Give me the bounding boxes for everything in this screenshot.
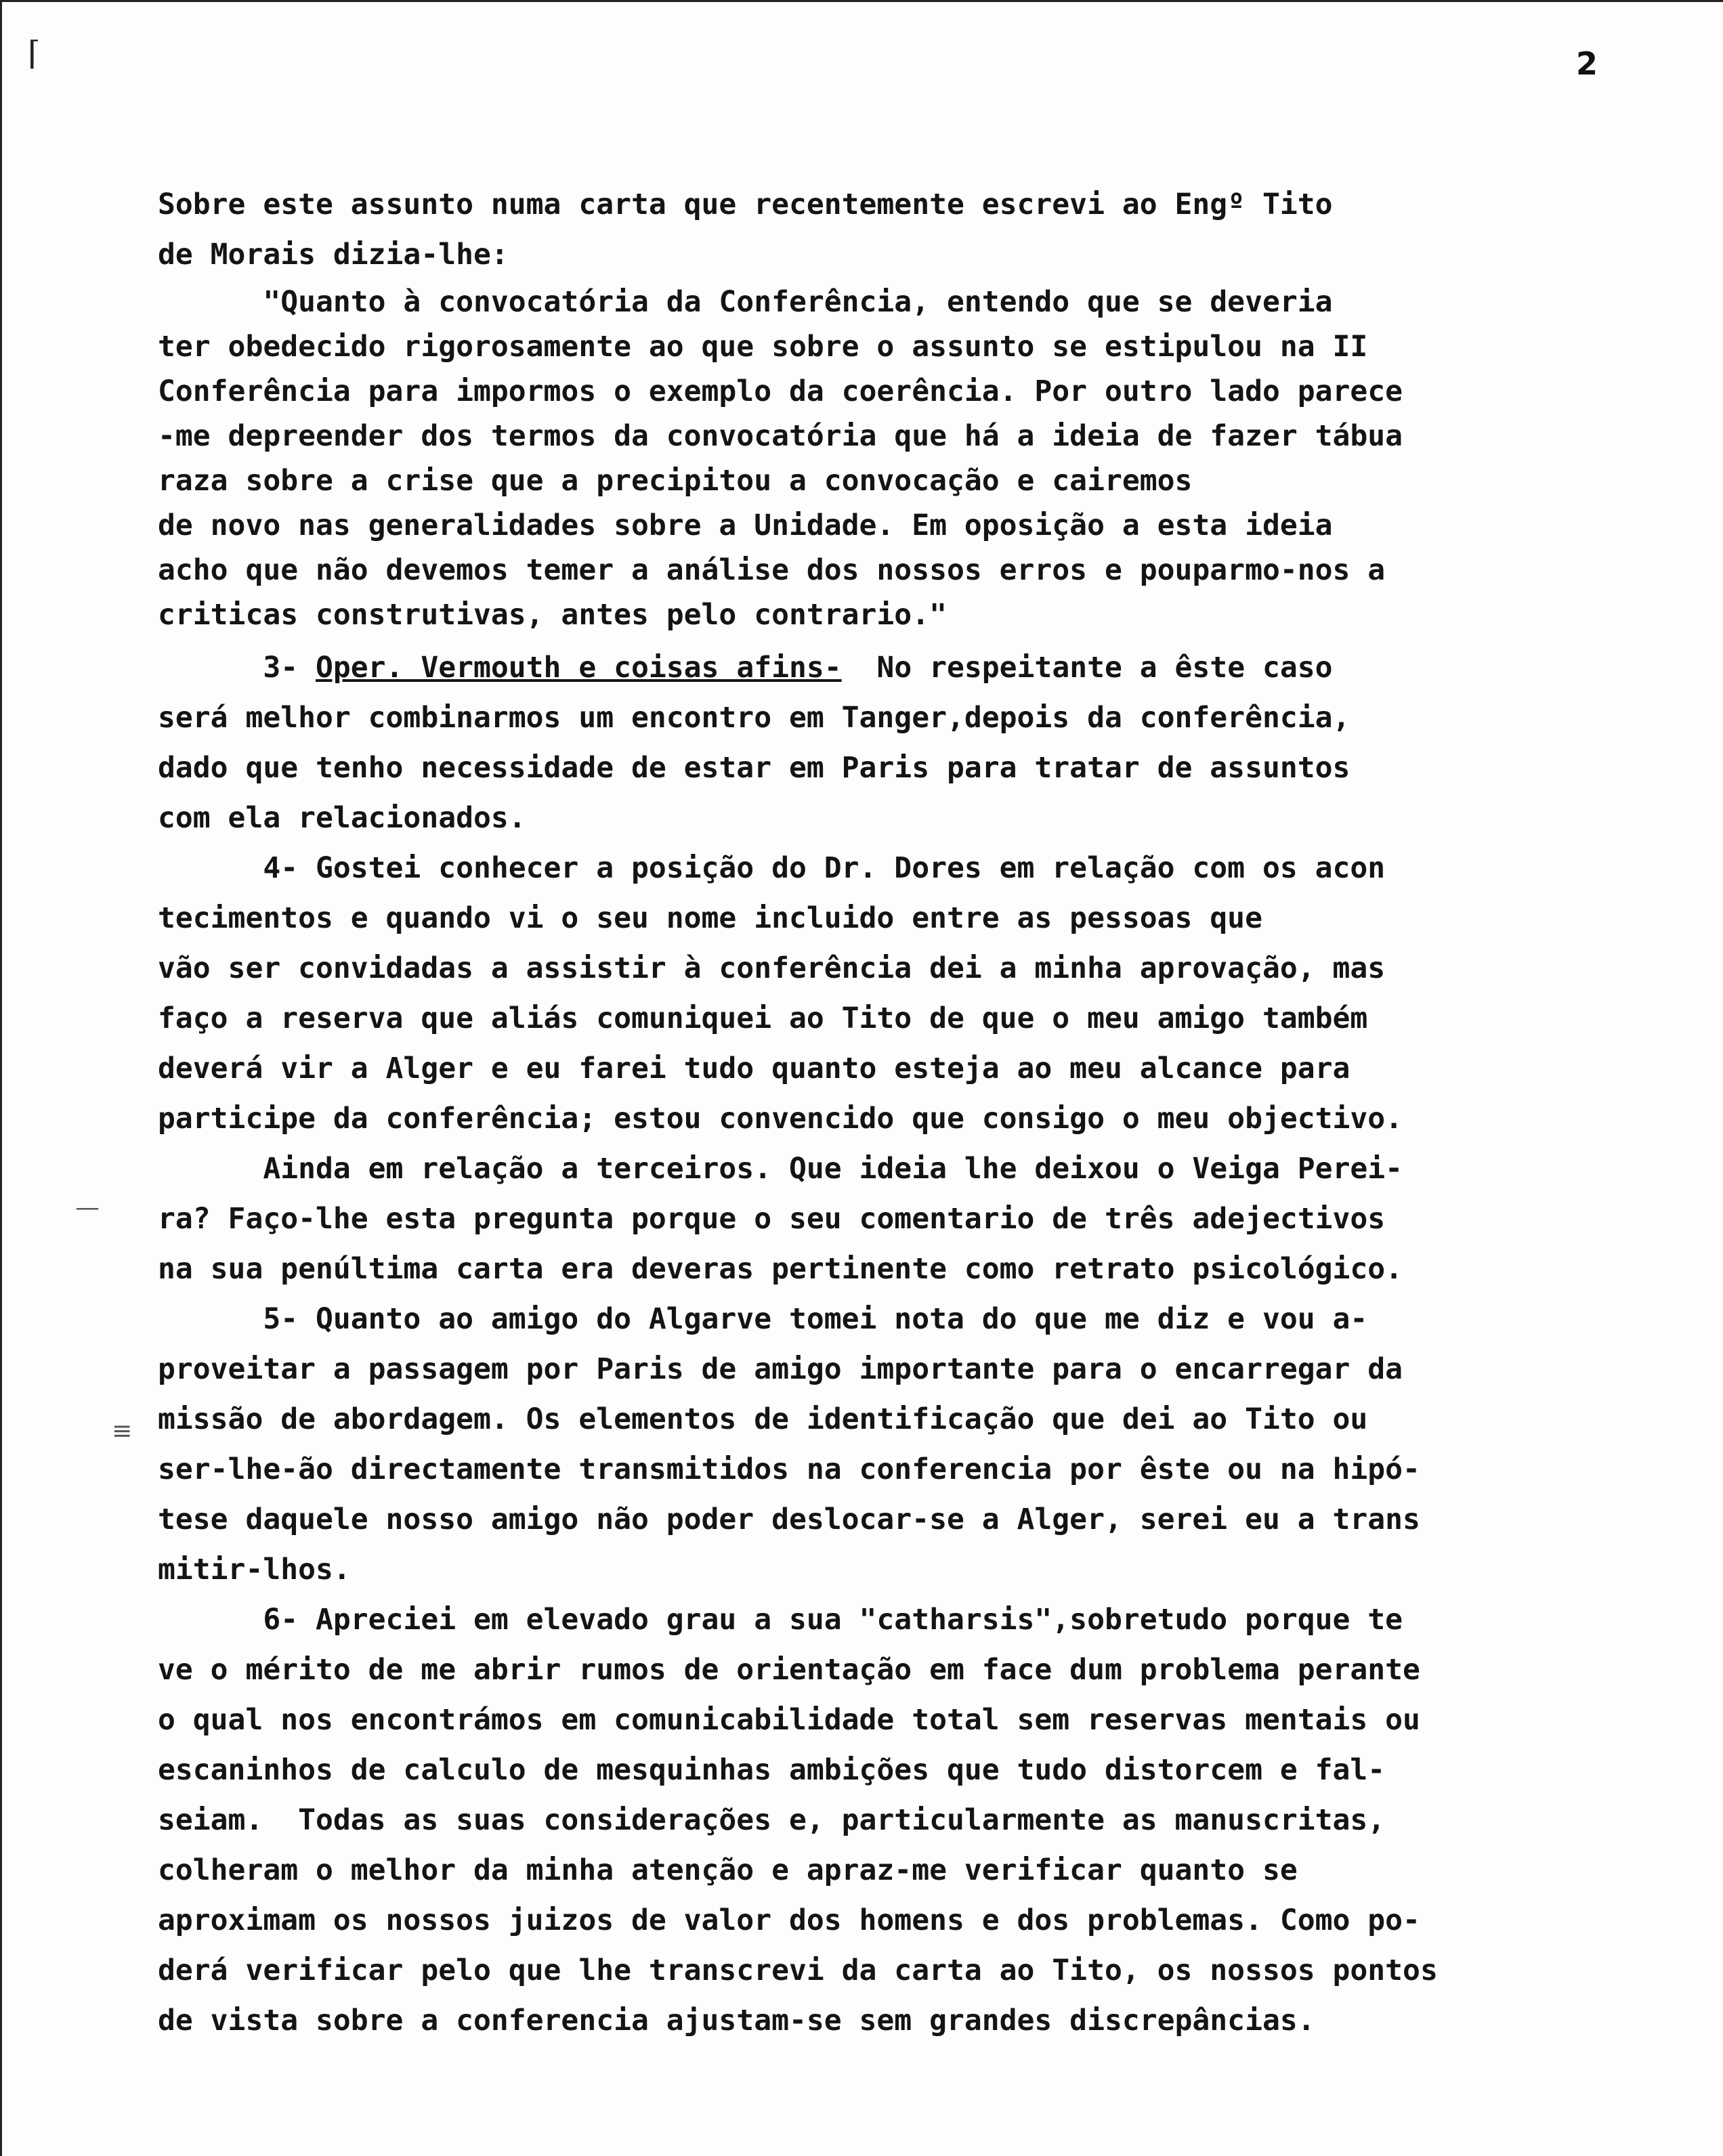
text-line: proveitar a passagem por Paris de amigo importante para o encarregar da [158, 1352, 1403, 1386]
letter-body [158, 179, 1648, 2046]
section-5 [158, 1294, 1648, 1595]
margin-dash-mark: — [75, 1194, 100, 1222]
corner-pen-mark: ⌈ [28, 35, 41, 72]
section-3 [158, 643, 1648, 843]
page-number: 2 [1576, 45, 1598, 82]
section-3-first-line [158, 643, 1648, 693]
text-line: 4- Gostei conhecer a posição do Dr. Dores em relação com os acon [158, 851, 1386, 885]
text-line: dado que tenho necessidade de estar em Paris para tratar de assuntos [158, 751, 1350, 785]
text-line: 6- Apreciei em elevado grau a sua "catharsis",sobretudo porque te [158, 1603, 1403, 1637]
text-line: de novo nas generalidades sobre a Unidade. Em oposição a esta ideia [158, 509, 1333, 542]
intro-paragraph [158, 179, 1648, 280]
text-line: o qual nos encontrámos em comunicabilidade total sem reservas mentais ou [158, 1703, 1420, 1737]
text-line: será melhor combinarmos um encontro em Tanger,depois da conferência, [158, 701, 1350, 735]
text-line: vão ser convidadas a assistir à conferência dei a minha aprovação, mas [158, 951, 1386, 985]
text-line: participe da conferência; estou convencido que consigo o meu objectivo. [158, 1102, 1403, 1136]
text-line: Ainda em relação a terceiros. Que ideia lhe deixou o Veiga Perei- [158, 1152, 1403, 1186]
section-6 [158, 1595, 1648, 2046]
text-line: raza sobre a crise que a precipitou a convocação e cairemos [158, 464, 1193, 498]
text-line: na sua penúltima carta era deveras pertinente como retrato psicológico. [158, 1252, 1403, 1286]
text-line: deverá vir a Alger e eu farei tudo quanto esteja ao meu alcance para [158, 1052, 1350, 1085]
section-3-number: 3- [158, 651, 316, 685]
section-3-heading: Oper. Vermouth e coisas afins- [316, 651, 842, 685]
text-line: 5- Quanto ao amigo do Algarve tomei nota do que me diz e vou a- [158, 1302, 1368, 1336]
text-line: ter obedecido rigorosamente ao que sobre o assunto se estipulou na II [158, 330, 1368, 364]
section-3-first-text: No respeitante a êste caso [841, 651, 1333, 685]
quoted-letter-excerpt [158, 280, 1648, 637]
text-line: tese daquele nosso amigo não poder deslocar-se a Alger, serei eu a trans [158, 1503, 1420, 1536]
text-line: ra? Faço-lhe esta pregunta porque o seu comentario de três adejectivos [158, 1202, 1386, 1236]
text-line: seiam. Todas as suas considerações e, particularmente as manuscritas, [158, 1803, 1386, 1837]
text-line: missão de abordagem. Os elementos de identificação que dei ao Tito ou [158, 1402, 1368, 1436]
text-line: acho que não devemos temer a análise dos nossos erros e pouparmo-nos a [158, 553, 1386, 587]
text-line: mitir-lhos. [158, 1553, 351, 1587]
text-line: colheram o melhor da minha atenção e apraz-me verificar quanto se [158, 1853, 1298, 1887]
text-line: criticas construtivas, antes pelo contrario." [158, 598, 947, 632]
text-line: derá verificar pelo que lhe transcrevi da carta ao Tito, os nossos pontos [158, 1954, 1438, 1987]
text-line: ser-lhe-ão directamente transmitidos na conferencia por êste ou na hipó- [158, 1452, 1420, 1486]
margin-dash-mark: ≡ [112, 1417, 133, 1445]
text-line: -me depreender dos termos da convocatória que há a ideia de fazer tábua [158, 419, 1403, 453]
text-line: de vista sobre a conferencia ajustam-se sem grandes discrepâncias. [158, 2004, 1315, 2038]
text-line: escaninhos de calculo de mesquinhas ambições que tudo distorcem e fal- [158, 1753, 1386, 1787]
text-line: tecimentos e quando vi o seu nome incluido entre as pessoas que [158, 901, 1262, 935]
section-4 [158, 843, 1648, 1294]
text-line: faço a reserva que aliás comuniquei ao Tito de que o meu amigo também [158, 1001, 1368, 1035]
text-line: de Morais dizia-lhe: [158, 238, 509, 272]
text-line: com ela relacionados. [158, 801, 526, 835]
text-line: "Quanto à convocatória da Conferência, entendo que se deveria [158, 285, 1333, 319]
text-line: Sobre este assunto numa carta que recentemente escrevi ao Engº Tito [158, 188, 1333, 221]
text-line: ve o mérito de me abrir rumos de orientação em face dum problema perante [158, 1653, 1420, 1687]
text-line: Conferência para impormos o exemplo da coerência. Por outro lado parece [158, 374, 1403, 408]
text-line: aproximam os nossos juizos de valor dos homens e dos problemas. Como po- [158, 1903, 1420, 1937]
